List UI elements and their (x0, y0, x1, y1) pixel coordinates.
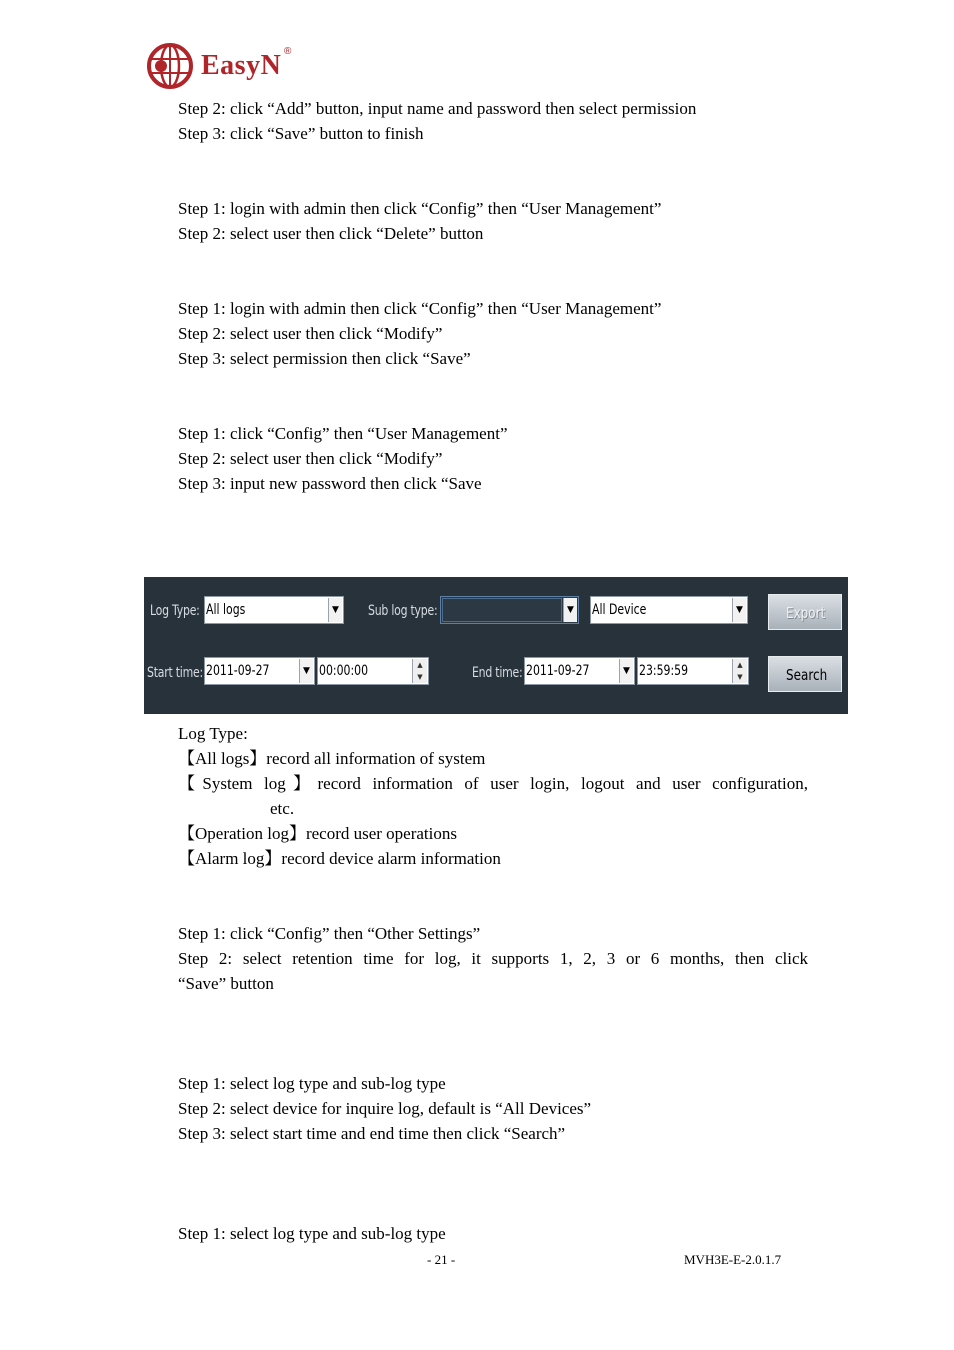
search-button-label: Search (786, 666, 828, 684)
end-date-select[interactable] (524, 657, 635, 685)
text-line: Log Type: (178, 724, 248, 743)
spinner-arrows-icon[interactable]: ▲ ▼ (412, 659, 427, 683)
start-clock-spinner[interactable] (317, 657, 429, 685)
easyn-logo (146, 42, 306, 92)
text-line: Step 2: select retention time for log, it supports 1, 2, 3 or 6 months, then click (178, 949, 808, 968)
end-time-label: End time: (472, 665, 523, 681)
registered-mark: ® (284, 46, 292, 57)
export-button-label: Export (786, 604, 826, 622)
page-number: - 21 - (427, 1252, 456, 1267)
chevron-down-icon[interactable]: ▼ (563, 598, 577, 622)
export-button[interactable] (768, 594, 842, 630)
text-line: etc. (270, 799, 295, 818)
sub-log-type-label: Sub log type: (368, 603, 438, 619)
text-line: Step 2: select user then click “Modify” (178, 324, 443, 343)
start-date-value: 2011-09-27 (206, 663, 270, 679)
text-line: 【All logs】record all information of system (178, 749, 486, 768)
text-line: Step 3: select start time and end time then click “Search” (178, 1124, 566, 1143)
text-line: 【Operation log】record user operations (178, 824, 457, 843)
end-clock-value: 23:59:59 (639, 663, 689, 679)
text-line: Step 3: input new password then click “Save (178, 474, 482, 493)
sub-log-type-select[interactable] (440, 596, 579, 624)
text-line: Step 1: select log type and sub-log type (178, 1224, 446, 1243)
device-select[interactable] (590, 596, 748, 624)
chevron-down-icon[interactable]: ▼ (619, 659, 633, 683)
text-line: Step 3: select permission then click “Save” (178, 349, 471, 368)
text-line: 【Alarm log】record device alarm information (178, 849, 501, 868)
search-button[interactable] (768, 656, 842, 692)
text-line: Step 1: login with admin then click “Config” then “User Management” (178, 299, 662, 318)
end-date-value: 2011-09-27 (526, 663, 590, 679)
text-line: Step 2: select user then click “Modify” (178, 449, 443, 468)
text-line: Step 2: select device for inquire log, default is “All Devices” (178, 1099, 592, 1118)
text-line: Step 2: select user then click “Delete” button (178, 224, 484, 243)
chevron-down-icon[interactable]: ▼ (299, 659, 313, 683)
log-search-panel (144, 577, 848, 714)
start-time-label: Start time: (147, 665, 203, 681)
log-type-select[interactable] (204, 596, 344, 624)
start-date-select[interactable] (204, 657, 315, 685)
chevron-down-icon[interactable]: ▼ (732, 598, 746, 622)
log-type-label: Log Type: (150, 603, 200, 619)
document-version: MVH3E-E-2.0.1.7 (684, 1252, 782, 1267)
text-line: Step 2: click “Add” button, input name and password then select permission (178, 99, 697, 118)
text-line: Step 1: click “Config” then “User Management” (178, 424, 508, 443)
text-line: Step 1: select log type and sub-log type (178, 1074, 446, 1093)
start-clock-value: 00:00:00 (319, 663, 369, 679)
text-line: Step 3: click “Save” button to finish (178, 124, 424, 143)
text-line: “Save” button (178, 974, 274, 993)
globe-logo-icon (146, 42, 194, 90)
text-line: Step 1: click “Config” then “Other Settings” (178, 924, 481, 943)
log-type-value: All logs (206, 602, 246, 618)
device-value: All Device (592, 602, 647, 618)
chevron-down-icon[interactable]: ▼ (328, 598, 342, 622)
brand-name: EasyN (201, 50, 282, 81)
text-line: Step 1: login with admin then click “Config” then “User Management” (178, 199, 662, 218)
end-clock-spinner[interactable] (637, 657, 749, 685)
text-line: 【System log】record information of user login, logout and user configuration, (178, 774, 808, 793)
spinner-arrows-icon[interactable]: ▲ ▼ (732, 659, 747, 683)
